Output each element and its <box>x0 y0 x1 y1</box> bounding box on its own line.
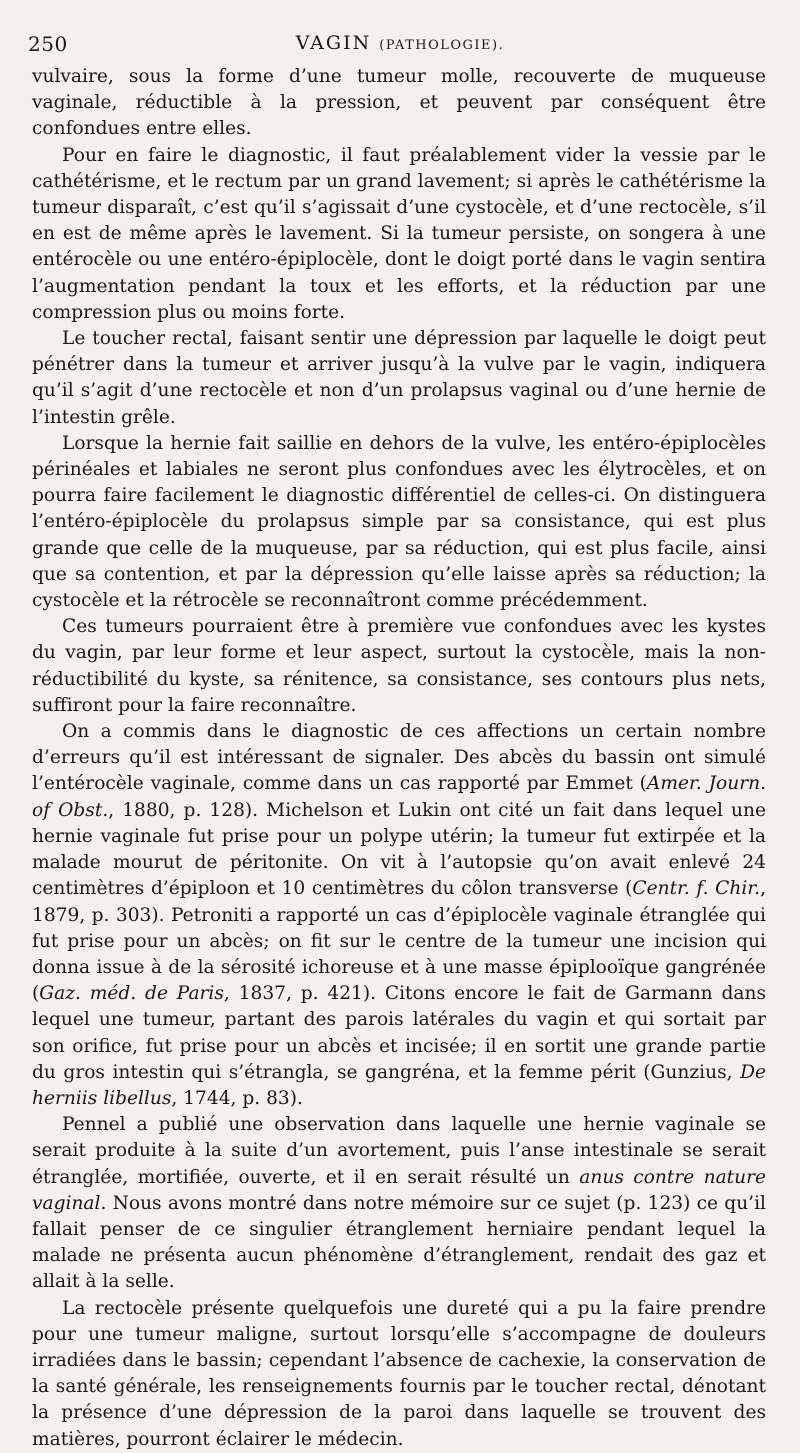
paragraph <box>32 614 766 719</box>
text-segment: La rectocèle présente quelquefois une dureté qui a pu la faire prendre pour une tumeur maligne, surtout lorsqu’elle s’accompagne de douleurs irradiées dans le bassin; cependant l’absence de cachexie, la conservation de la santé générale, les renseignements fournis par le toucher rectal, dénotant la présence d’une dépression de la paroi dans laquelle se trouvent des matières, pourront éclairer le médecin. <box>32 1297 766 1450</box>
text-segment: Pour en faire le diagnostic, il faut préalablement vider la vessie par le cathétérisme, et le rectum par un grand lavement; si après le cathétérisme la tumeur disparaît, c’est qu’il s’agissait d’une cystocèle, et d’une rectocèle, s’il en est de même après le lavement. Si la tumeur persiste, on songera à une entérocèle ou une entéro-épiplocèle, dont le doigt porté dans le vagin sentira l’augmentation pendant la toux et les efforts, et la réduction par une compression plus ou moins forte. <box>32 144 766 323</box>
citation-italic: De herniis libellus <box>32 1061 766 1109</box>
paragraph <box>32 719 766 1112</box>
running-title-subtitle: (PATHOLOGIE). <box>379 38 505 53</box>
running-header <box>28 32 772 60</box>
paragraph <box>32 431 766 614</box>
text-segment: , 1744, p. 83). <box>171 1087 303 1109</box>
text-segment: , 1837, p. 421). Citons encore le fait de Garmann dans lequel une tumeur, partant des parois latérales du vagin et qui sortait par son orifice, fut prise pour un abcès et incisée; il en sortit une grande partie du gros intestin qui s’étrangla, se gangréna, et la femme périt (Gunzius, <box>32 983 766 1083</box>
text-segment: On a commis dans le diagnostic de ces affections un certain nombre d’erreurs qu’il est intéressant de signaler. Des abcès du bassin ont simulé l’entérocèle vaginale, comme dans un cas rapporté par Emmet ( <box>32 721 766 795</box>
text-segment: Ces tumeurs pourraient être à première vue confondues avec les kystes du vagin, par leur forme et leur aspect, surtout la cystocèle, mais la non-réductibilité du kyste, sa rénitence, sa consistance, ses contours plus nets, suffiront pour la faire reconnaître. <box>32 616 766 716</box>
text-segment: , 1879, p. 303). Petroniti a rapporté un cas d’épiplocèle vaginale étranglée qui fut prise pour un abcès; on fit sur le centre de la tumeur une incision qui donna issue à de la sérosité ichoreuse et à une masse épiplooïque gangrénée ( <box>32 878 767 1005</box>
paragraph <box>32 1296 766 1453</box>
body-text <box>32 64 766 1453</box>
citation-italic: anus contre nature vaginal <box>32 1166 767 1214</box>
paragraph <box>32 143 766 326</box>
page-number: 250 <box>28 32 68 56</box>
citation-italic: Amer. Journ. of Obst. <box>32 773 766 821</box>
paragraph <box>32 1112 766 1295</box>
text-segment: vulvaire, sous la forme d’une tumeur molle, recouverte de muqueuse vaginale, réductible à la pression, et peuvent par conséquent être confondues entre elles. <box>32 66 766 140</box>
text-segment: Le toucher rectal, faisant sentir une dépression par laquelle le doigt peut pénétrer dans la tumeur et arriver jusqu’à la vulve par le vagin, indiquera qu’il s’agit d’une rectocèle et non d’un prolapsus vaginal ou d’une hernie de l’intestin grêle. <box>32 328 766 428</box>
running-title-main: VAGIN <box>295 32 372 54</box>
text-segment: Pennel a publié une observation dans laquelle une hernie vaginale se serait produite à la suite d’un avortement, puis l’anse intestinale se serait étranglée, mortifiée, ouverte, et il en serait résulté un <box>32 1114 766 1188</box>
citation-italic: Centr. f. Chir. <box>632 878 761 900</box>
paragraph <box>32 64 766 143</box>
text-segment: , 1880, p. 128). Michelson et Lukin ont cité un fait dans lequel une hernie vaginale fut prise pour un polype utérin; la tumeur fut extirpée et la malade mourut de péritonite. On vit à l’autopsie qu’on avait enlevé 24 centimètres d’épiploon et 10 centimètres du côlon transverse ( <box>32 799 766 900</box>
running-title <box>28 32 772 54</box>
text-segment: . Nous avons montré dans notre mémoire sur ce sujet (p. 123) ce qu’il fallait penser de ce singulier étranglement herniaire pendant lequel la malade ne présenta aucun phénomène d’étranglement, rendait des gaz et allait à la selle. <box>32 1192 766 1293</box>
citation-italic: Gaz. méd. de Paris <box>39 983 224 1005</box>
text-segment: Lorsque la hernie fait saillie en dehors de la vulve, les entéro-épiplocèles périnéales et labiales ne seront plus confondues avec les élytrocèles, et on pourra faire facilement le diagnostic différentiel de celles-ci. On distinguera l’entéro-épiplocèle du prolapsus simple par sa consistance, qui est plus grande que celle de la muqueuse, par sa réduction, qui est plus facile, ainsi que sa contention, et par la dépression qu’elle laisse après sa réduction; la cystocèle et la rétrocèle se reconnaîtront comme précédemment. <box>32 432 766 612</box>
paragraph <box>32 326 766 431</box>
